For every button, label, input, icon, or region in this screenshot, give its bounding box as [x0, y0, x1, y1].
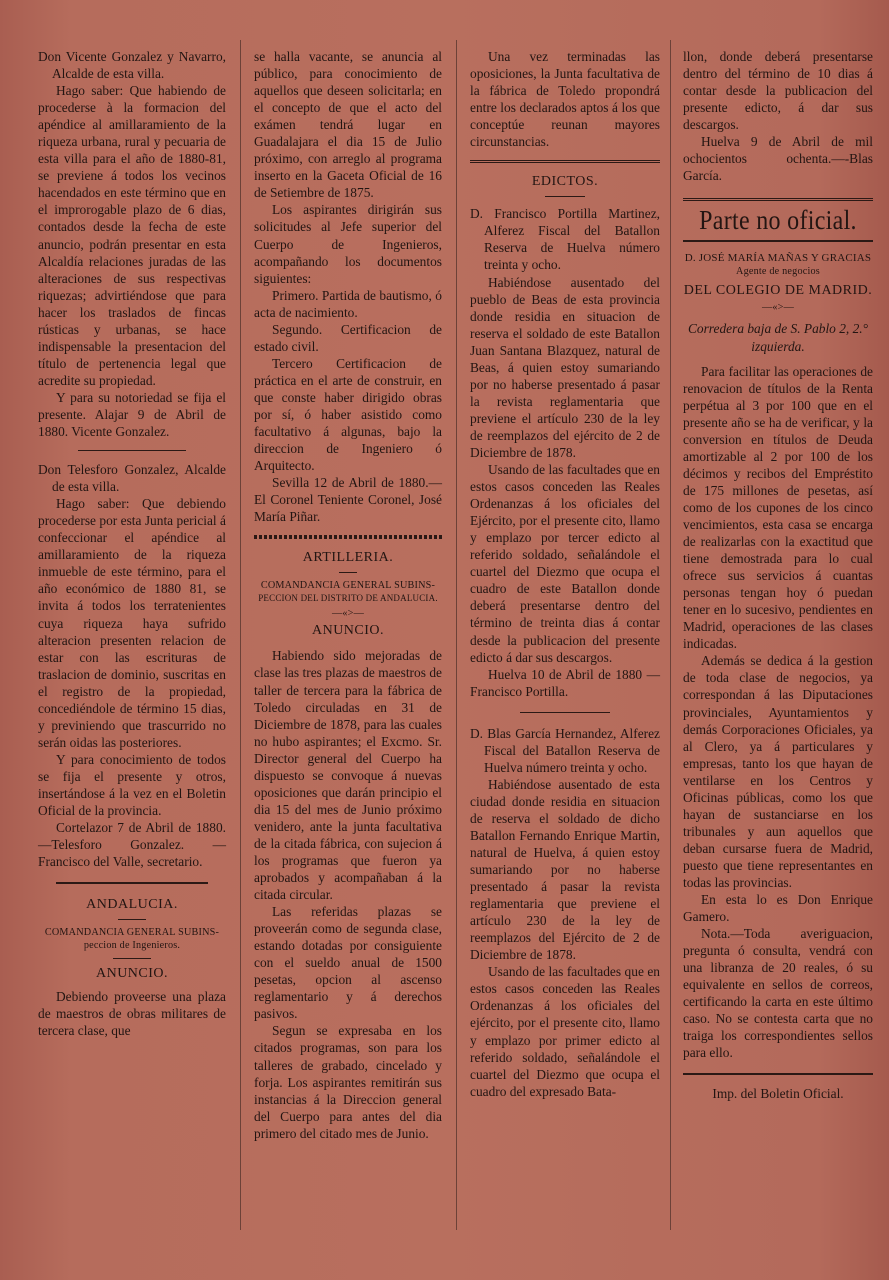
paragraph: Segun se expresaba en los citados programas, son para los talleres de grabado, cincelado y forja. Los aspirantes remitirán sus instancias á la Direccion general del Cuerpo para antes del dia primero del citado mes de Junio.	[254, 1023, 442, 1141]
agent-org: DEL COLEGIO DE MADRID.	[683, 283, 873, 299]
agent-role: Agente de negocios	[736, 266, 820, 278]
paragraph: Y para conocimiento de todos se fija el presente y otros, insertándose á la vez en el Boletin Oficial de la provincia.	[38, 751, 226, 819]
column-rule	[670, 40, 671, 1230]
paragraph: Usando de las facultades que en estos casos conceden las Reales Ordenanzas á los oficiales del Ejército, por el presente cito, llamo y emplazo por tercer edicto al referido soldado, señalándole el cuartel del Diezmo que ocupa el cuadro de este Batallon donde deberá presentarse dentro del término de treinta dias á contar desde la publicacion del presente edicto á dar sus descargos.	[470, 462, 660, 665]
edict-heading: Don Telesforo Gonzalez, Alcalde de esta villa.	[38, 462, 226, 495]
separator	[56, 882, 208, 884]
column-3	[470, 48, 660, 1100]
section-heading: EDICTOS.	[531, 174, 599, 190]
separator	[683, 240, 873, 242]
separator	[520, 712, 610, 713]
paragraph: Hago saber: Que habiendo de procederse à la formacion del apéndice al amillaramiento de la riqueza urbana, rural y pecuaria de esta villa para el año de 1880-81, se previene á todos los vecinos hacendados en este término que en el improrogable plazo de 6 dias, contados desde la fecha de este anuncio, podrán presentar en esta Alcaldía relaciones juradas de las alteraciones de sus respectivas riquezas; advirtiéndose que para hacer los traslados de fincas rústicas y urbanas, se hace indispensable la presentacion del título de pertenencia legal que acredite su propiedad.	[38, 83, 226, 388]
separator	[254, 535, 442, 539]
paragraph: Una vez terminadas las oposiciones, la Junta facultativa de la fábrica de Toledo propondrá entre los declarados aptos á los que conceptúe reunan mayores circunstancias.	[470, 49, 660, 150]
paragraph: Huelva 9 de Abril de mil ochocientos ochenta.—-Blas García.	[683, 134, 873, 184]
section-subheading: peccion de Ingenieros.	[83, 940, 181, 952]
agent-name: D. JOSÉ MARÍA MAÑAS Y GRACIAS	[684, 252, 872, 265]
column-4	[683, 48, 873, 1103]
paragraph: Segundo. Certificacion de estado civil.	[254, 321, 442, 354]
section-heading: ARTILLERIA.	[302, 550, 394, 566]
paragraph: Huelva 10 de Abril de 1880 —Francisco Portilla.	[470, 666, 660, 699]
notice-heading: ANUNCIO.	[311, 623, 385, 639]
separator	[118, 919, 146, 920]
paragraph: llon, donde deberá presentarse dentro del término de 10 dias á contar desde la publicacion del presente edicto, á dar sus descargos.	[683, 49, 873, 133]
separator	[683, 198, 873, 201]
paragraph: En esta lo es Don Enrique Gamero.	[683, 892, 873, 925]
paragraph: Tercero Certificacion de práctica en el arte de construir, en que conste haber dirigido obras por sí, ó haber asistido como facultativo á algunas, bajo la direccion de Ingeniero ó Arquitecto.	[254, 355, 442, 474]
address: Corredera baja de S. Pablo 2, 2.° izquierda.	[687, 321, 869, 354]
column-rule	[456, 40, 457, 1230]
separator	[78, 450, 186, 451]
separator	[113, 958, 151, 959]
column-2	[254, 48, 442, 1142]
ornament: —«>—	[331, 608, 364, 620]
paragraph: Nota.—Toda averiguacion, pregunta ó consulta, vendrá con una libranza de 20 reales, ó su equivalente en sellos de correos, certificando la carta en este último caso. No se contesta carta que no traiga los correspondientes sellos para ello.	[683, 926, 873, 1061]
paragraph: Usando de las facultades que en estos casos conceden las Reales Ordenanzas á los oficiales del ejército, por el presente cito, llamo y emplazo por primer edicto al referido soldado, señalándole el cuartel del Diezmo que ocupa el cuadro del expresado Bata-	[470, 964, 660, 1099]
paragraph: Los aspirantes dirigirán sus solicitudes al Jefe superior del Cuerpo de Ingenieros, acompañando los documentos siguientes:	[254, 202, 442, 286]
paragraph: Además se dedica á la gestion de toda clase de negocios, ya correspondan á las Diputaciones provinciales, Ayuntamientos y demás Corporaciones Oficiales, ya al Clero, ya á particulares y empresas, tanto los que hayan de ventilarse en los Centros y Oficinas públicas, como los que hayan de sustanciarse en los tribunales y aun aquellos que deban cursarse fuera de Madrid, puesto que tiene representantes en todas las provincias.	[683, 653, 873, 890]
paragraph: Primero. Partida de bautismo, ó acta de nacimiento.	[254, 287, 442, 320]
paragraph: Las referidas plazas se proveerán como de segunda clase, estando dotadas por consiguiente con el sueldo anual de 1500 pesetas, opcion al ascenso reglamentario y á derechos pasivos.	[254, 904, 442, 1022]
paragraph: Debiendo proveerse una plaza de maestros de obras militares de tercera clase, que	[38, 989, 226, 1039]
edict-heading: D. Blas García Hernandez, Alferez Fiscal del Batallon Reserva de Huelva número treinta y ocho.	[470, 725, 660, 775]
edict-heading: D. Francisco Portilla Martinez, Alferez Fiscal del Batallon Reserva de Huelva número treinta y ocho.	[470, 206, 660, 273]
section-subheading: COMANDANCIA GENERAL SUBINS-	[44, 927, 220, 939]
paragraph: Habiéndose ausentado del pueblo de Beas de esta provincia donde residia en situacion de reserva el soldado de este Batallon Juan Santana Blazquez, natural de Beas, á quien estoy sumariando por no haberse presentado á pasar la revista reglamentaria que previene el artículo 230 de la ley de reemplazos del ejército de 2 de Diciembre de 1878.	[470, 274, 660, 460]
notice-heading: ANUNCIO.	[95, 966, 169, 982]
paragraph: Y para su notoriedad se fija el presente. Alajar 9 de Abril de 1880. Vicente Gonzalez.	[38, 389, 226, 440]
paragraph: Habiéndose ausentado de esta ciudad donde residia en situacion de reserva el soldado de dicho Batallon Fernando Enrique Martin, natural de Huelva, á quien estoy sumariando por no haberse presentado á pasar la revista reglamentaria que previene el artículo 230 de la ley de reemplazos del Ejército de 2 de Diciembre de 1878.	[470, 776, 660, 963]
separator	[683, 1073, 873, 1075]
ornament: —«>—	[761, 302, 794, 314]
separator	[545, 196, 585, 197]
column-rule	[240, 40, 241, 1230]
section-title: Parte no oficial.	[699, 206, 857, 237]
paragraph: Para facilitar las operaciones de renovacion de títulos de la Renta perpétua al 3 por 100 que en el presente año se ha de verificar, y la conversion en títulos de Deuda amortizable al 2 por 100 de los décimos y recibos del Empréstito de 175 millones de pesetas, así como de los cupones de los cinco vencimientos, esta casa se encarga de realizarlas con la exactitud que tiene demostrada para lo cual ofrece sus servicios á cuantas personas tengan hoy ó puedan tener en lo sucesivo, pendientes en Madrid, operaciones de las clases indicadas.	[683, 363, 873, 652]
column-1	[38, 48, 226, 1039]
paragraph: Hago saber: Que debiendo procederse por esta Junta pericial á confeccionar el apéndice al amillaramiento de la riqueza inmueble de este término, para el año económico de 1880 81, se invita á todos los terratenientes cuya riqueza haya sufrido alteracion presenten relacion de estar con las escrituras de traslacion de dominio, suscritas en el registro de la propiedad, concediéndole de término 15 dias, y previniendo que trascurrido no serán oidas las posteriores.	[38, 496, 226, 750]
separator	[470, 160, 660, 163]
paragraph: Cortelazor 7 de Abril de 1880.—Telesforo Gonzalez. —Francisco del Valle, secretario.	[38, 820, 226, 870]
section-subheading: PECCION DEL DISTRITO DE ANDALUCIA.	[258, 593, 438, 604]
spacer	[683, 355, 873, 363]
section-subheading: COMANDANCIA GENERAL SUBINS-	[260, 580, 436, 592]
paragraph: Habiendo sido mejoradas de clase las tres plazas de maestros de taller de tercera para la fábrica de Toledo circuladas en 31 de Diciembre de 1878, para las cuales no hubo aspirantes; el Excmo. Sr. Director general del Cuerpo ha dispuesto se convoque á nuevas oposiciones que darán principio el dia 15 del mes de Junio próximo venidero, ante la junta facultativa de la citada fábrica, con sujecion á los programas que fueron ya aprobados y acompañaban á la citada circular.	[254, 648, 442, 903]
paragraph: Sevilla 12 de Abril de 1880.—El Coronel Teniente Coronel, José María Piñar.	[254, 475, 442, 525]
edict-heading: Don Vicente Gonzalez y Navarro, Alcalde de esta villa.	[38, 49, 226, 82]
separator	[339, 572, 357, 573]
imprint: Imp. del Boletin Oficial.	[712, 1086, 844, 1102]
paragraph: se halla vacante, se anuncia al público, para conocimiento de aquellos que deseen solicitarla; en el concepto de que el acto del exámen tendrá lugar en Guadalajara el dia 15 de Julio próximo, con arreglo al programa inserto en la Gaceta Oficial de 16 de Setiembre de 1875.	[254, 49, 442, 201]
section-heading: ANDALUCIA.	[86, 897, 178, 913]
